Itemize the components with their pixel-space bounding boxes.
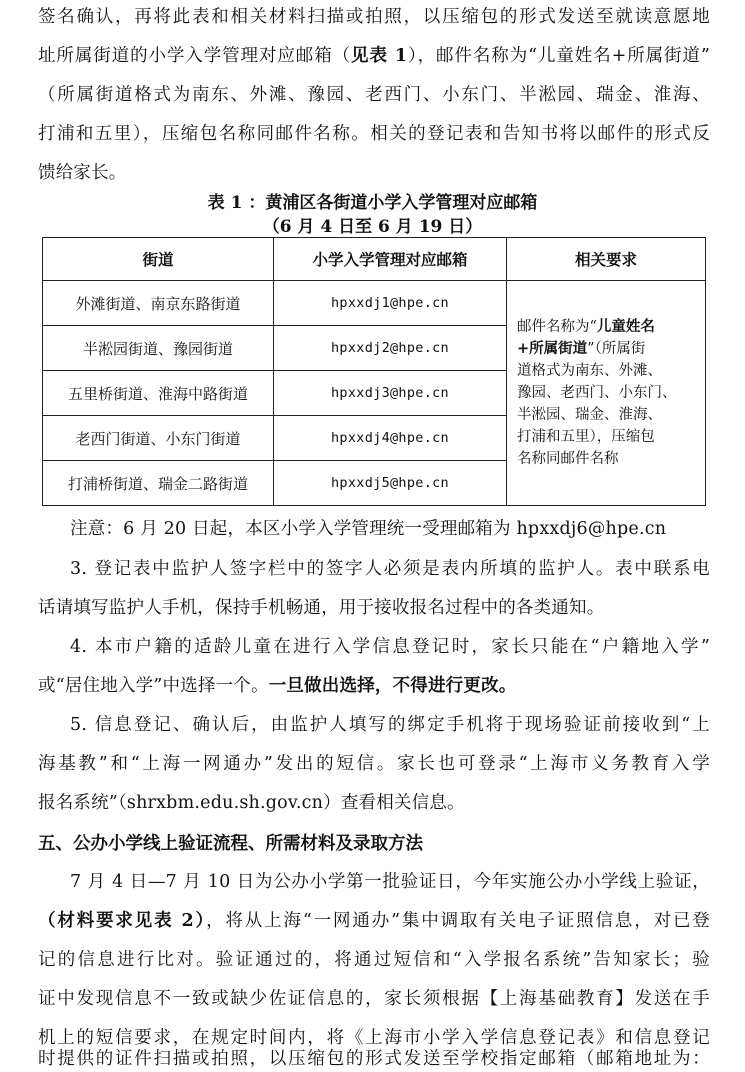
table-reference: 见表 1 — [351, 46, 408, 66]
text-line: （材料要求见表 2），将从上海“一网通办”集中调取有关电子证照信息，对已登 — [38, 911, 710, 931]
table-header-row — [43, 238, 706, 281]
text-line: 证中发现信息不一致或缺少佐证信息的，家长须根据【上海基础教育】发送在手 — [38, 989, 710, 1009]
text-line: 4. 本市户籍的适龄儿童在进行入学信息登记时，家长只能在“户籍地入学” — [70, 637, 710, 657]
text-line: 海基教”和“上海一网通办”发出的短信。家长也可登录“上海市义务教育入学 — [38, 754, 710, 774]
street-cell: 打浦桥街道、瑞金二路街道 — [43, 461, 274, 506]
table-subtitle: （6 月 4 日至 6 月 19 日） — [262, 217, 483, 237]
table-reference: （材料要求见表 2） — [38, 911, 207, 931]
column-header: 街道 — [43, 238, 274, 281]
text-line: 机上的短信要求，在规定时间内，将《上海市小学入学信息登记表》和信息登记 — [38, 1028, 710, 1048]
text-line: 址所属街道的小学入学管理对应邮箱（见表 1），邮件名称为“儿童姓名+所属街道” — [38, 46, 710, 66]
email-cell: hpxxdj4@hpe.cn — [274, 416, 507, 461]
text-line: 时提供的证件扫描或拍照，以压缩包的形式发送至学校指定邮箱（邮箱地址为： — [38, 1049, 710, 1069]
text-line: 打浦和五里），压缩包名称同邮件名称。相关的登记表和告知书将以邮件的形式反 — [38, 124, 710, 144]
email-cell: hpxxdj5@hpe.cn — [274, 461, 507, 506]
email-cell: hpxxdj2@hpe.cn — [274, 326, 507, 371]
table-row — [43, 281, 706, 326]
street-cell: 半淞园街道、豫园街道 — [43, 326, 274, 371]
requirement-text: 邮件名称为“儿童姓名 — [517, 318, 655, 335]
emphasis-text: 一旦做出选择，不得进行更改。 — [268, 676, 517, 696]
street-cell: 五里桥街道、淮海中路街道 — [43, 371, 274, 416]
mailbox-table — [42, 237, 706, 506]
column-header: 小学入学管理对应邮箱 — [274, 238, 507, 281]
text-line: 3. 登记表中监护人签字栏中的签字人必须是表内所填的监护人。表中联系电 — [70, 559, 710, 579]
text-line: 话请填写监护人手机，保持手机畅通，用于接收报名过程中的各类通知。 — [38, 598, 605, 618]
text-line: （所属街道格式为南东、外滩、豫园、老西门、小东门、半淞园、瑞金、淮海、 — [38, 85, 710, 105]
text-line: 5. 信息登记、确认后，由监护人填写的绑定手机将于现场验证前接收到“上 — [70, 715, 710, 735]
text-line: 记的信息进行比对。验证通过的，将通过短信和“入学报名系统”告知家长；验 — [38, 950, 710, 970]
text-line: 签名确认，再将此表和相关材料扫描或拍照，以压缩包的形式发送至就读意愿地 — [38, 7, 710, 27]
email-cell: hpxxdj3@hpe.cn — [274, 371, 507, 416]
street-cell: 外滩街道、南京东路街道 — [43, 281, 274, 326]
text-line: 馈给家长。 — [38, 163, 127, 183]
street-cell: 老西门街道、小东门街道 — [43, 416, 274, 461]
text-line: 报名系统”（shrxbm.edu.sh.gov.cn）查看相关信息。 — [38, 793, 465, 813]
text-line: 或“居住地入学”中选择一个。一旦做出选择，不得进行更改。 — [38, 676, 517, 696]
section-heading: 五、公办小学线上验证流程、所需材料及录取方法 — [38, 834, 423, 854]
note-text: 注意：6 月 20 日起，本区小学入学管理统一受理邮箱为 hpxxdj6@hpe.cn — [70, 519, 667, 539]
email-cell: hpxxdj1@hpe.cn — [274, 281, 507, 326]
text-line: 7 月 4 日—7 月 10 日为公办小学第一批验证日，今年实施公办小学线上验证， — [70, 872, 710, 892]
requirement-cell: 邮件名称为“儿童姓名 +所属街道”（所属街 道格式为南东、外滩、 豫园、老西门、小东门、 半淞园、瑞金、淮海、 打浦和五里），压缩包 名称同邮件名称 — [507, 281, 706, 506]
table-title: 表 1 ：黄浦区各街道小学入学管理对应邮箱 — [207, 193, 538, 213]
column-header: 相关要求 — [507, 238, 706, 281]
